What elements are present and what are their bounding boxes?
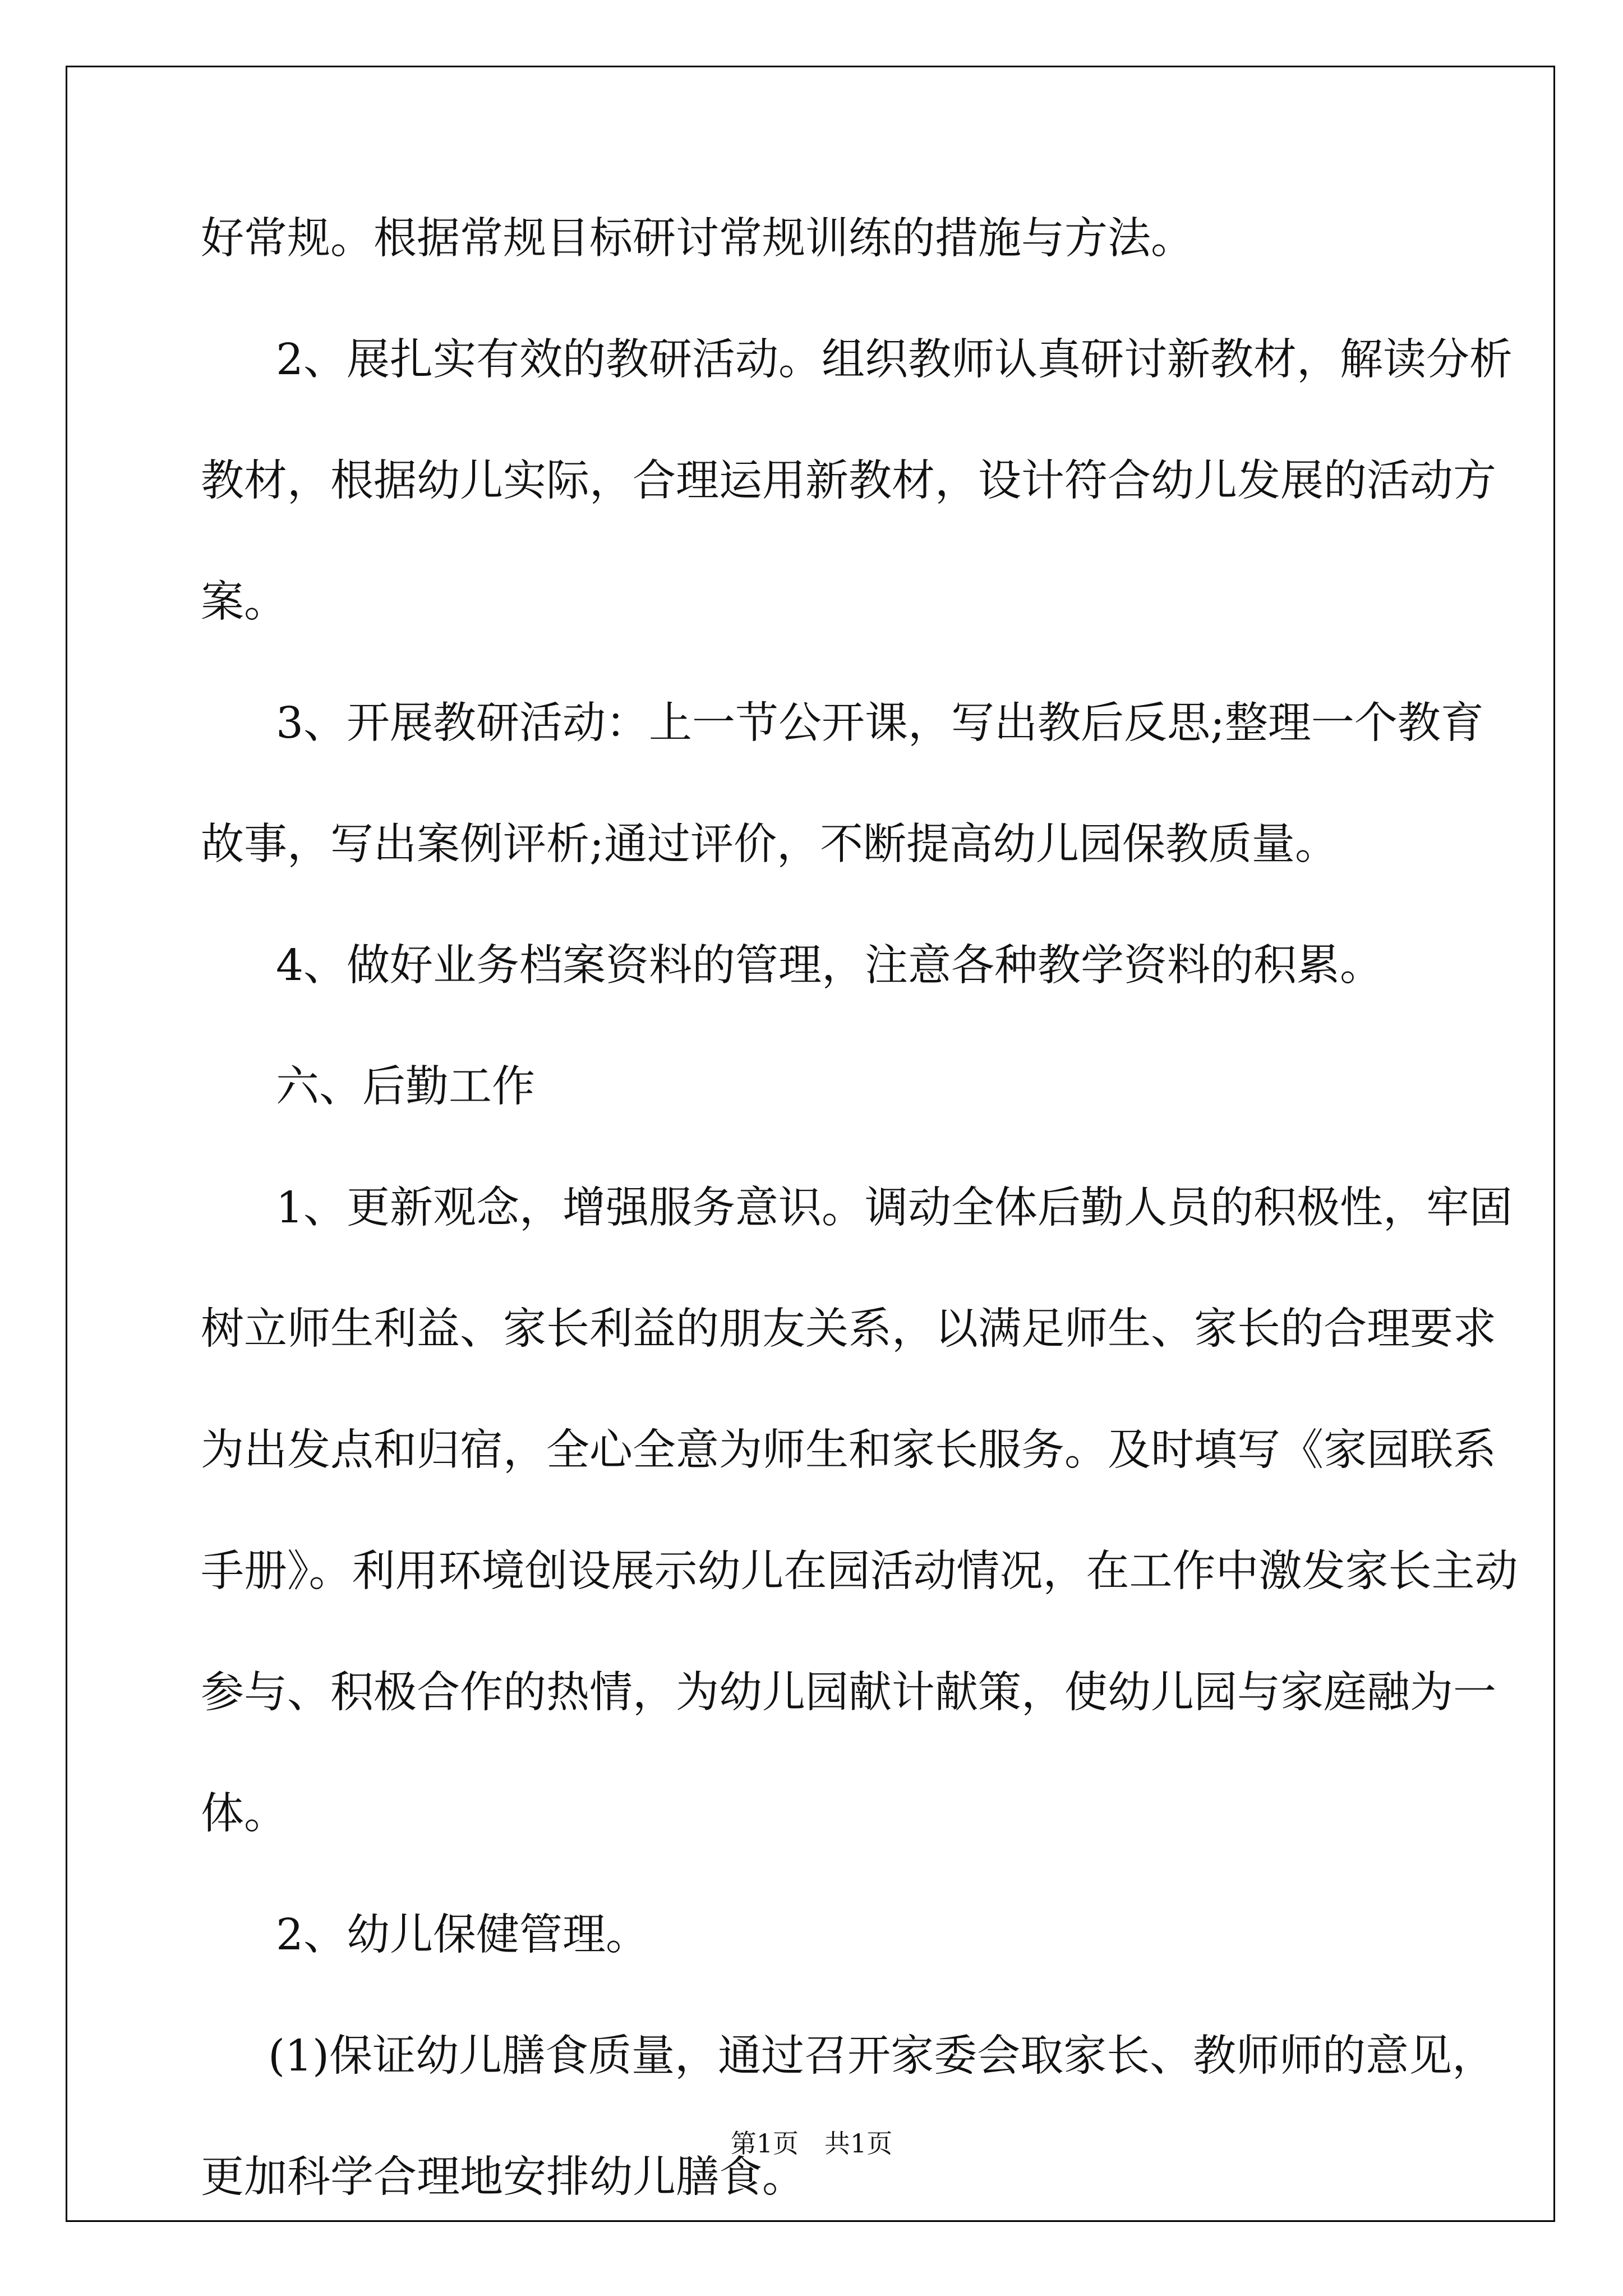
text-line: 案。 [201,577,287,627]
text-line: 体。 [201,1789,287,1839]
page-border [66,66,1555,2222]
text-line: 2、展扎实有效的教研活动。组织教师认真研讨新教材，解读分析 [276,335,1513,385]
text-line: 2、幼儿保健管理。 [276,1910,649,1960]
page-number: 第1页 共1页 [730,2128,893,2159]
text-line: 树立师生利益、家长利益的朋友关系，以满足师生、家长的合理要求 [201,1304,1496,1354]
text-line: 1、更新观念，增强服务意识。调动全体后勤人员的积极性，牢固 [276,1183,1513,1233]
text-line: 教材，根据幼儿实际，合理运用新教材，设计符合幼儿发展的活动方 [201,456,1496,506]
text-line: 3、开展教研活动：上一节公开课，写出教后反思;整理一个教育 [276,698,1484,748]
text-line: 好常规。根据常规目标研讨常规训练的措施与方法。 [201,214,1194,264]
text-line: 故事，写出案例评析;通过评价，不断提高幼儿园保教质量。 [201,820,1338,869]
text-line: 更加科学合理地安排幼儿膳食。 [201,2152,805,2202]
text-line: (1)保证幼儿膳食质量，通过召开家委会取家长、教师师的意见， [268,2031,1496,2081]
text-line: 4、做好业务档案资料的管理，注意各种教学资料的积累。 [276,941,1383,991]
text-line: 参与、积极合作的热情，为幼儿园献计献策，使幼儿园与家庭融为一 [201,1668,1496,1718]
section-heading: 六、后勤工作 [276,1062,535,1112]
text-line: 手册》。利用环境创设展示幼儿在园活动情况，在工作中激发家长主动 [201,1547,1518,1596]
text-line: 为出发点和归宿，全心全意为师生和家长服务。及时填写《家园联系 [201,1425,1496,1475]
